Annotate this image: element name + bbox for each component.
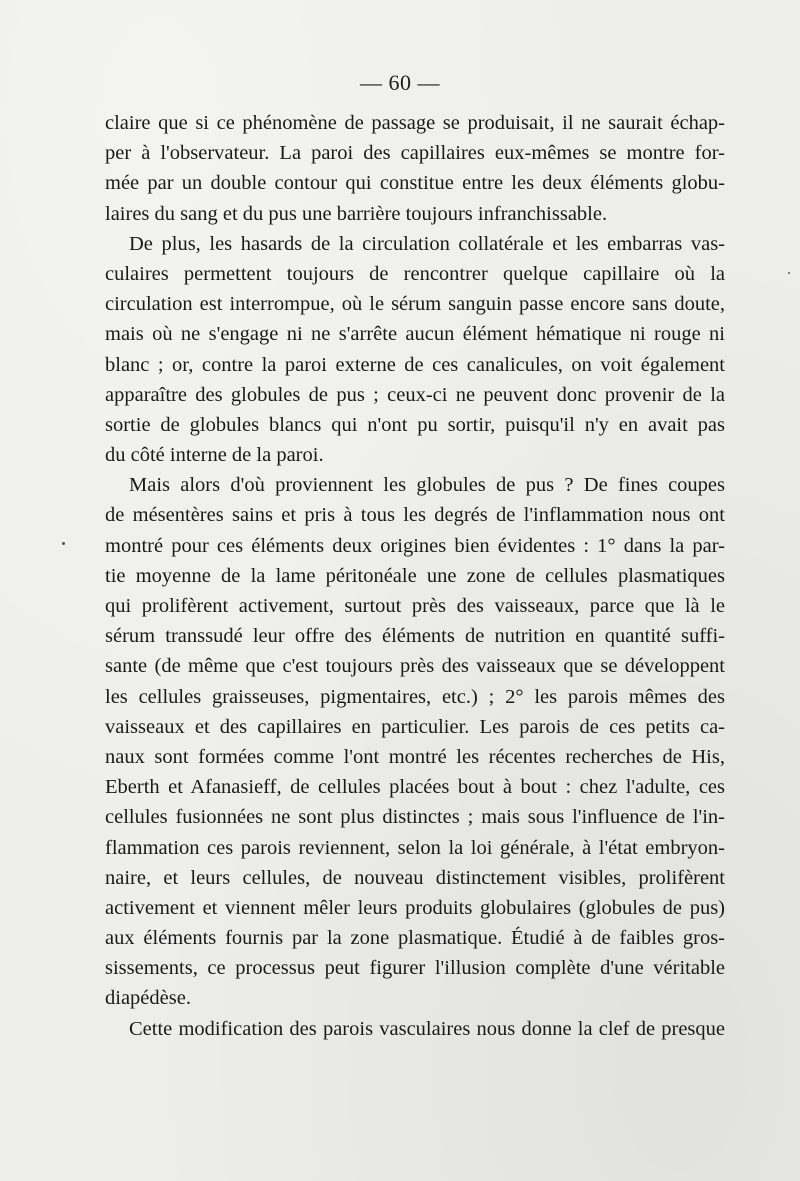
- text-line: diapédèse.: [105, 987, 191, 1010]
- paper-speck: [788, 272, 790, 274]
- text-line: mée par un double contour qui constitue entre les deux éléments globu-: [105, 172, 725, 195]
- text-line: naux sont formées comme l'ont montré les récentes recherches de His,: [105, 745, 725, 768]
- text-line: laires du sang et du pus une barrière toujours infranchissable.: [105, 202, 608, 225]
- text-line: vaisseaux et des capillaires en particulier. Les parois de ces petits ca-: [105, 715, 725, 738]
- text-line: flammation ces parois reviennent, selon la loi générale, à l'état embryon-: [105, 836, 725, 859]
- body-text: [105, 108, 725, 1044]
- paragraph-1: [105, 108, 725, 229]
- text-line: naire, et leurs cellules, de nouveau distinctement visibles, prolifèrent: [105, 866, 725, 889]
- text-line: activement et viennent mêler leurs produits globulaires (globules de pus): [105, 896, 725, 919]
- text-line: apparaître des globules de pus ; ceux-ci ne peuvent donc provenir de la: [105, 383, 725, 406]
- text-line: Eberth et Afanasieff, de cellules placées bout à bout : chez l'adulte, ces: [105, 776, 725, 799]
- text-line: culaires permettent toujours de rencontrer quelque capillaire où la: [105, 262, 725, 285]
- text-line: sérum transsudé leur offre des éléments de nutrition en quantité suffi-: [105, 625, 725, 648]
- text-line: tie moyenne de la lame péritonéale une zone de cellules plasmatiques: [105, 564, 725, 587]
- text-line: Cette modification des parois vasculaires nous donne la clef de presque: [129, 1017, 725, 1040]
- paragraph-3: [105, 470, 725, 1013]
- text-line: les cellules graisseuses, pigmentaires, etc.) ; 2° les parois mêmes des: [105, 685, 725, 708]
- text-line: cellules fusionnées ne sont plus distinctes ; mais sous l'influence de l'in-: [105, 806, 725, 829]
- text-line: qui prolifèrent activement, surtout près des vaisseaux, parce que là le: [105, 595, 725, 617]
- text-line: aux éléments fournis par la zone plasmatique. Étudié à de faibles gros-: [105, 927, 725, 950]
- text-line: blanc ; or, contre la paroi externe de ces canalicules, on voit également: [105, 353, 725, 376]
- paragraph-2: [105, 229, 725, 471]
- text-line: De plus, les hasards de la circulation collatérale et les embarras vas-: [129, 232, 725, 255]
- text-line: sortie de globules blancs qui n'ont pu sortir, puisqu'il n'y en avait pas: [105, 413, 725, 436]
- text-line: montré pour ces éléments deux origines bien évidentes : 1° dans la par-: [105, 534, 725, 557]
- paper-speck: [62, 542, 65, 545]
- text-line: sissements, ce processus peut figurer l'illusion complète d'une véritable: [105, 957, 725, 980]
- text-line: claire que si ce phénomène de passage se produisait, il ne saurait échap-: [105, 112, 725, 134]
- text-line: du côté interne de la paroi.: [105, 444, 324, 467]
- page-number: — 60 —: [360, 70, 440, 95]
- text-line: de mésentères sains et pris à tous les degrés de l'inflammation nous ont: [105, 504, 725, 527]
- paragraph-4: [105, 1014, 725, 1044]
- text-line: sante (de même que c'est toujours près des vaisseaux que se développent: [105, 655, 725, 678]
- text-line: circulation est interrompue, où le sérum sanguin passe encore sans doute,: [105, 293, 725, 316]
- text-line: Mais alors d'où proviennent les globules de pus ? De fines coupes: [129, 474, 725, 497]
- text-line: mais où ne s'engage ni ne s'arrête aucun élément hématique ni rouge ni: [105, 323, 725, 346]
- text-line: per à l'observateur. La paroi des capillaires eux-mêmes se montre for-: [105, 142, 725, 165]
